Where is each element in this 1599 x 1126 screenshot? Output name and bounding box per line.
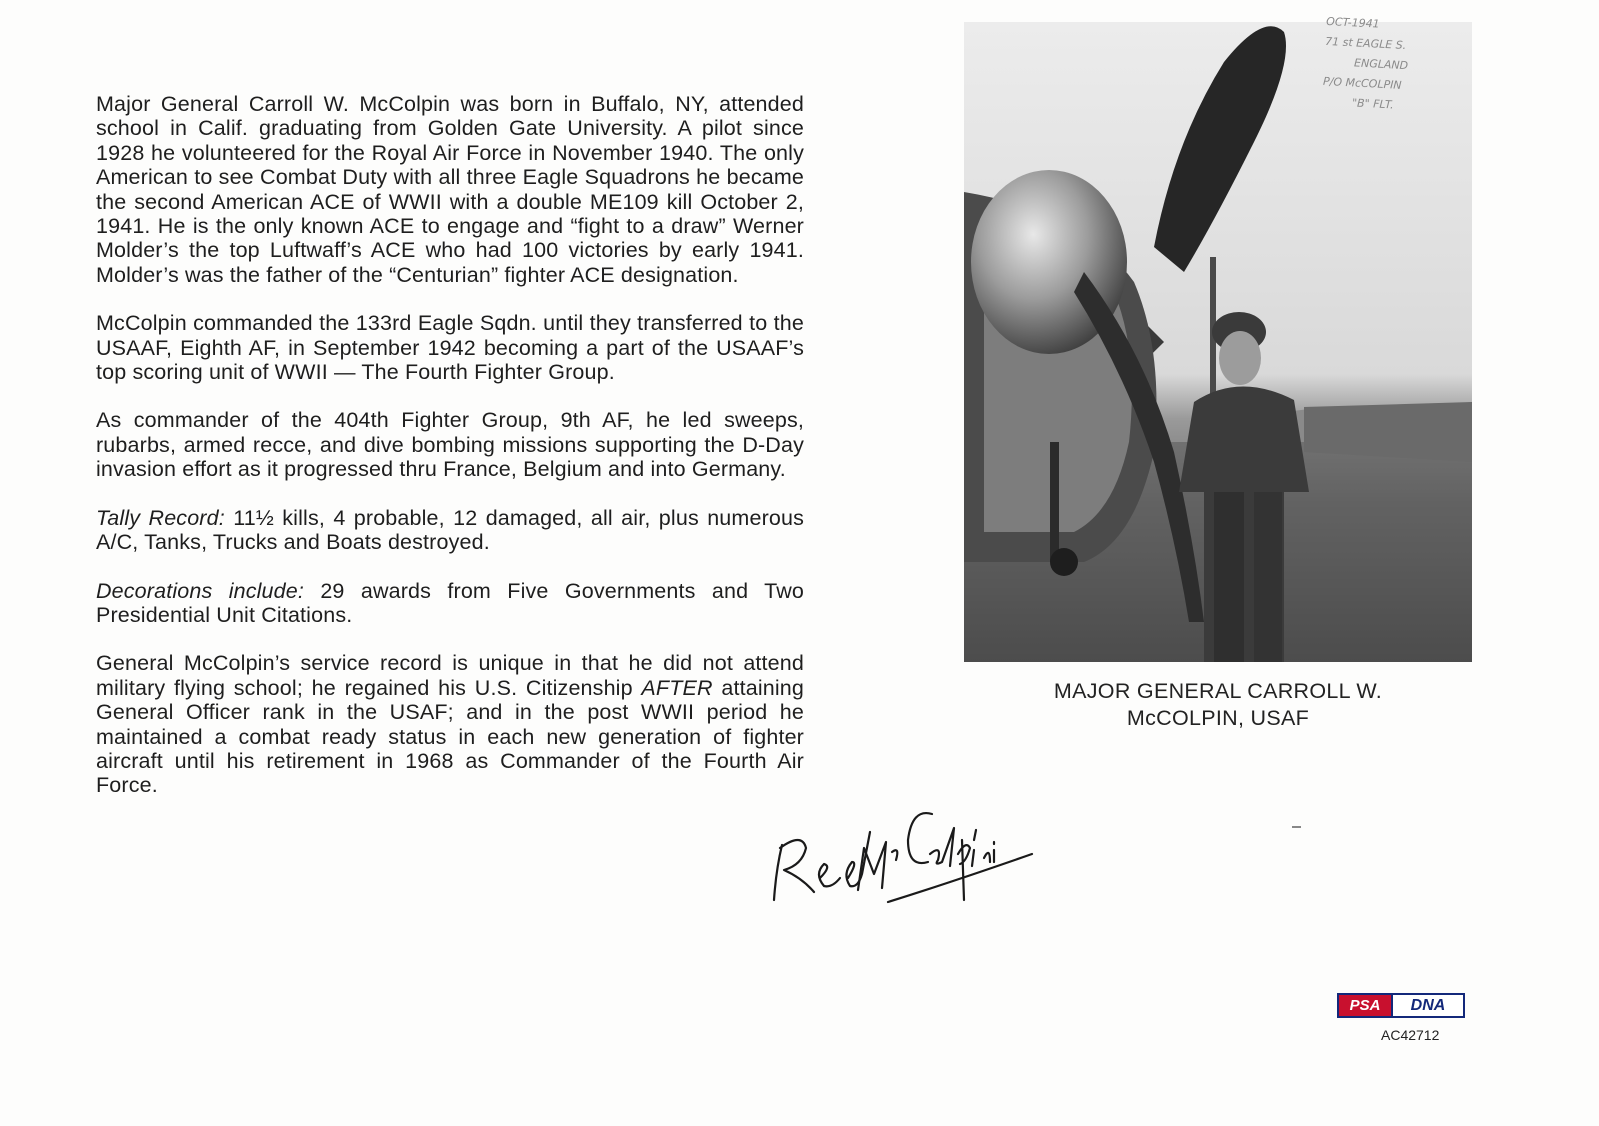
dna-logo: DNA [1393,993,1465,1018]
psa-logo: PSA [1337,993,1393,1018]
note-line-5: "B" FLT. [1351,96,1395,112]
decorations [96,579,804,628]
bio-paragraph-1: Major General Carroll W. McColpin was born in Buffalo, NY, attended school in Calif. graduating from Golden Gate University. A pilot since 1928 he volunteered for the Royal Air Force in November 1940. The only American to see Combat Duty with all three Eagle Squadrons he became the second American ACE of WWII with a double ME109 kill October 2, 1941. He is the only known ACE to engage and “fight to a draw” Werner Molder’s the top Luftwaff’s ACE who had 100 victories by early 1941. Molder’s was the father of the “Centurian” fighter ACE designation. [96,92,804,287]
tally-record [96,506,804,555]
caption-line-1: MAJOR GENERAL CARROLL W. [1053,679,1383,703]
authentication-badge [1337,993,1465,1018]
tally-record-text: 11½ kills, 4 probable, 12 damaged, all air, plus numerous A/C, Tanks, Trucks and Boats destroyed. [96,505,805,555]
note-line-3: ENGLAND [1353,56,1409,73]
photo-illustration [964,22,1472,662]
bio-paragraph-6 [96,651,804,797]
decorations-label: Decorations include: [96,578,304,603]
bio-paragraph-2: McColpin commanded the 133rd Eagle Sqdn. until they transferred to the USAAF, Eighth AF, in September 1942 becoming a part of the USAAF’s top scoring unit of WWII — The Fourth Fighter Group. [96,311,804,385]
portrait-photo [964,22,1472,662]
decorations-text: 29 awards from Five Governments and Two Presidential Unit Citations. [96,578,804,627]
biography-text [96,92,804,822]
photo-caption [964,678,1472,732]
caption-line-2: McCOLPIN, USAF [1126,706,1310,730]
note-line-4: P/O McCOLPIN [1322,74,1402,92]
stray-mark [1292,826,1301,828]
note-line-2: 71 st EAGLE S. [1324,34,1407,53]
bio-paragraph-6-start: General McColpin’s service record is unique in that he did not attend military flying school; he regained his U.S. Citizenship [96,651,804,700]
bio-paragraph-6-end: attaining General Officer rank in the USAF; and in the post WWII period he maintained a combat ready status in each new generation of fighter aircraft until his retirement in 1968 as Commander of the Fourth Air Force. [96,675,804,798]
autograph-signature [762,770,1052,920]
bio-paragraph-3: As commander of the 404th Fighter Group, 9th AF, he led sweeps, rubarbs, armed recce, and dive bombing missions supporting the D-Day invasion effort as it progressed thru France, Belgium and into Germany. [96,408,804,482]
tally-record-label: Tally Record: [96,505,225,530]
note-line-1: OCT-1941 [1325,14,1380,31]
handwritten-photo-note [1321,12,1486,120]
certification-number: AC42712 [1381,1027,1440,1043]
bio-paragraph-6-emphasis: AFTER [641,675,713,700]
